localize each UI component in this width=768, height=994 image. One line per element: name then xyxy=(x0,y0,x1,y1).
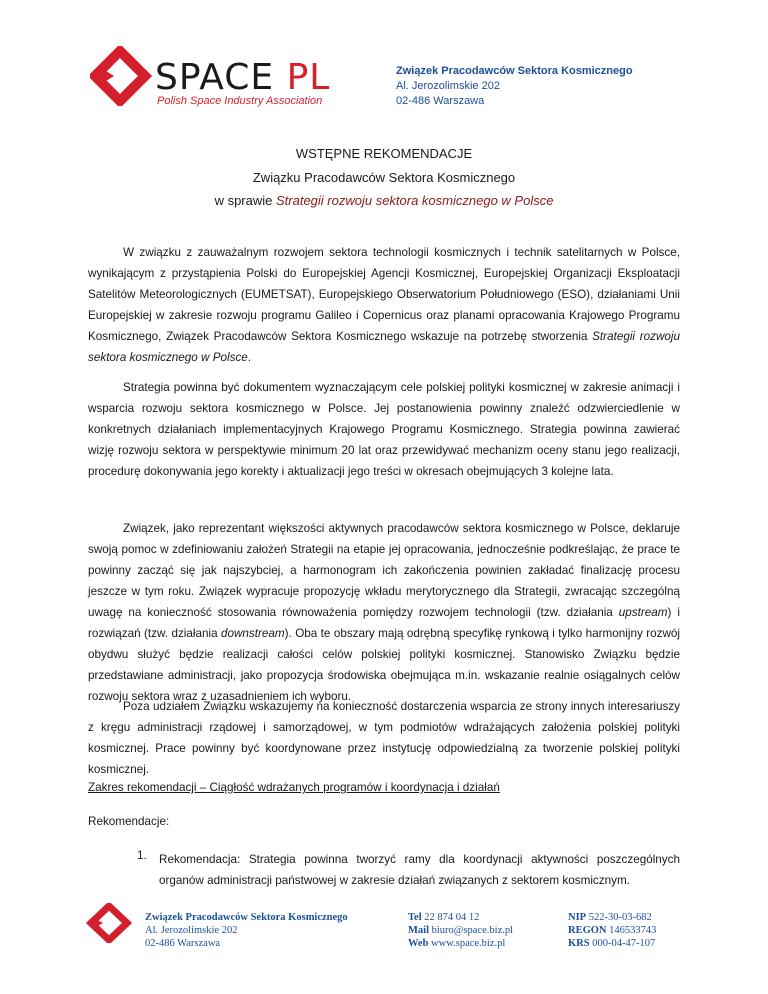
footer-regon-label: REGON xyxy=(568,925,607,936)
p3-upstream: upstream xyxy=(618,606,668,619)
paragraph-3 xyxy=(88,518,680,707)
footer-addr-line2: 02-486 Warszawa xyxy=(145,938,221,949)
section-label-rekomendacje: Rekomendacje: xyxy=(88,815,170,828)
footer-mail-label: Mail xyxy=(408,925,429,936)
header-addr-line2: 02-486 Warszawa xyxy=(396,95,485,107)
doc-topic xyxy=(0,193,768,208)
paragraph-4: Poza udziałem Związku wskazujemy na konieczność dostarczenia wsparcia ze strony innych interesariuszy z kręgu administracji rządowej i samorządowej, w tym podmiotów wdrażających założenia polskiej polityki kosmicznej. Prace powinny być koordynowane przez instytucję odpowiedzialną za tworzenie polskiej polityki kosmicznej. xyxy=(88,700,680,776)
footer-org-name: Związek Pracodawców Sektora Kosmicznego xyxy=(145,912,348,923)
footer-mail-link[interactable]: biuro@space.biz.pl xyxy=(431,925,514,936)
footer-tel: 22 874 04 12 xyxy=(424,912,480,923)
brand-wordmark xyxy=(155,57,331,98)
footer-addr-line1: Al. Jerozolimskie 202 xyxy=(145,925,238,936)
footer-tel-label: Tel xyxy=(408,912,422,923)
brand-subtitle: Polish Space Industry Association xyxy=(157,95,323,107)
footer-krs: 000-04-47-107 xyxy=(592,938,656,949)
footer-regon: 146533743 xyxy=(609,925,657,936)
footer-nip: 522-30-03-682 xyxy=(588,912,652,923)
recommendation-number: 1. xyxy=(137,849,147,862)
p3-text-a: Związek, jako reprezentant większości aktywnych pracodawców sektora kosmicznego w Polsce, deklaruje swoją pomoc w zdefiniowaniu założeń Strategii na etapie jej opracowania, jednocześnie podkreślając, że prace te powinny zacząć się jak najszybciej, a harmonogram ich zakończenia powinien zakładać finalizację procesu jeszcze w tym roku. Związek wypracuje propozycję wkładu merytorycznego dla Strategii, zwracając szczególną uwagę na konieczność stosowania równoważenia pomiędzy rozwojem technologii (tzw. działania xyxy=(88,522,680,619)
paragraph-2: Strategia powinna być dokumentem wyznaczającym cele polskiej polityki kosmicznej w zakresie animacji i wsparcia rozwoju sektora kosmicznego w Polsce. Jej postanowienia powinny znaleźć odzwierciedlenie w konkretnych działaniach implementacyjnych Krajowego Programu Kosmicznego. Strategia powinna zawierać wizję rozwoju sektora w perspektywie minimum 20 lat oraz przewidywać mechanizm oceny stanu jego realizacji, procedurę dokonywania jego korekty i aktualizacji jego treści w okresach obejmujących 3 kolejne lata. xyxy=(88,381,680,478)
p1-end: . xyxy=(247,351,252,364)
header-address xyxy=(396,64,633,109)
doc-topic-prefix: w sprawie xyxy=(214,193,276,208)
header-addr-line1: Al. Jerozolimskie 202 xyxy=(396,80,500,92)
footer-registry xyxy=(568,911,656,950)
doc-topic-emphasis: Strategii rozwoju sektora kosmicznego w Polsce xyxy=(275,193,554,208)
paragraph-1 xyxy=(88,242,680,368)
doc-title: WSTĘPNE REKOMENDACJE xyxy=(295,146,473,161)
p1-text: W związku z zauważalnym rozwojem sektora technologii kosmicznych i technik satelitarnych w Polsce, wynikającym z przystąpienia Polski do Europejskiej Agencji Kosmicznej, Europejskiej Organizacji Eksploatacji Satelitów Meteorologicznych (EUMETSAT), Europejskiego Obserwatorium Południowego (ESO), działaniami Unii Europejskiej w zakresie rozwoju programu Galileo i Copernicus oraz planami opracowania Krajowego Programu Kosmicznego, Związek Pracodawców Sektora Kosmicznego wskazuje na potrzebę stworzenia xyxy=(88,246,680,343)
section-heading-zakres: Zakres rekomendacji – Ciągłość wdrażanych programów i koordynacja i działań xyxy=(88,781,500,794)
header-org-name: Związek Pracodawców Sektora Kosmicznego xyxy=(396,65,633,77)
footer-web-label: Web xyxy=(408,938,429,949)
p1-emphasis: Strategii rozwoju sektora kosmicznego w Polsce xyxy=(88,330,680,364)
footer-krs-label: KRS xyxy=(568,938,590,949)
recommendation-text: Rekomendacja: Strategia powinna tworzyć ramy dla koordynacji aktywności poszczególnych organów administracji państwowej w zakresie działań związanych z sektorem kosmicznym. xyxy=(159,853,680,887)
footer-nip-label: NIP xyxy=(568,912,587,923)
footer-contact xyxy=(408,911,513,950)
p3-downstream: downstream xyxy=(220,627,285,640)
doc-subtitle: Związku Pracodawców Sektora Kosmicznego xyxy=(252,170,516,185)
footer-address xyxy=(145,911,348,950)
footer-logo-icon xyxy=(86,903,132,943)
p3-text-b: ) i rozwiązań (tzw. działania xyxy=(88,606,680,640)
footer-web-link[interactable]: www.space.biz.pl xyxy=(431,938,506,949)
brand-space: SPACE xyxy=(155,57,275,98)
brand-pl: PL xyxy=(286,57,331,98)
p3-text-c: ). Oba te obszary mają odrębną specyfikę rynkową i tylko harmonijny rozwój obydwu służyć będzie realizacji całości celów polskiej polityki kosmicznej. Stanowisko Związku będzie przedstawiane administracji, jako propozycja środowiska obejmująca m.in. wskazanie realnie osiągalnych celów rozwoju sektora wraz z uzasadnieniem ich wyboru. xyxy=(88,627,680,703)
